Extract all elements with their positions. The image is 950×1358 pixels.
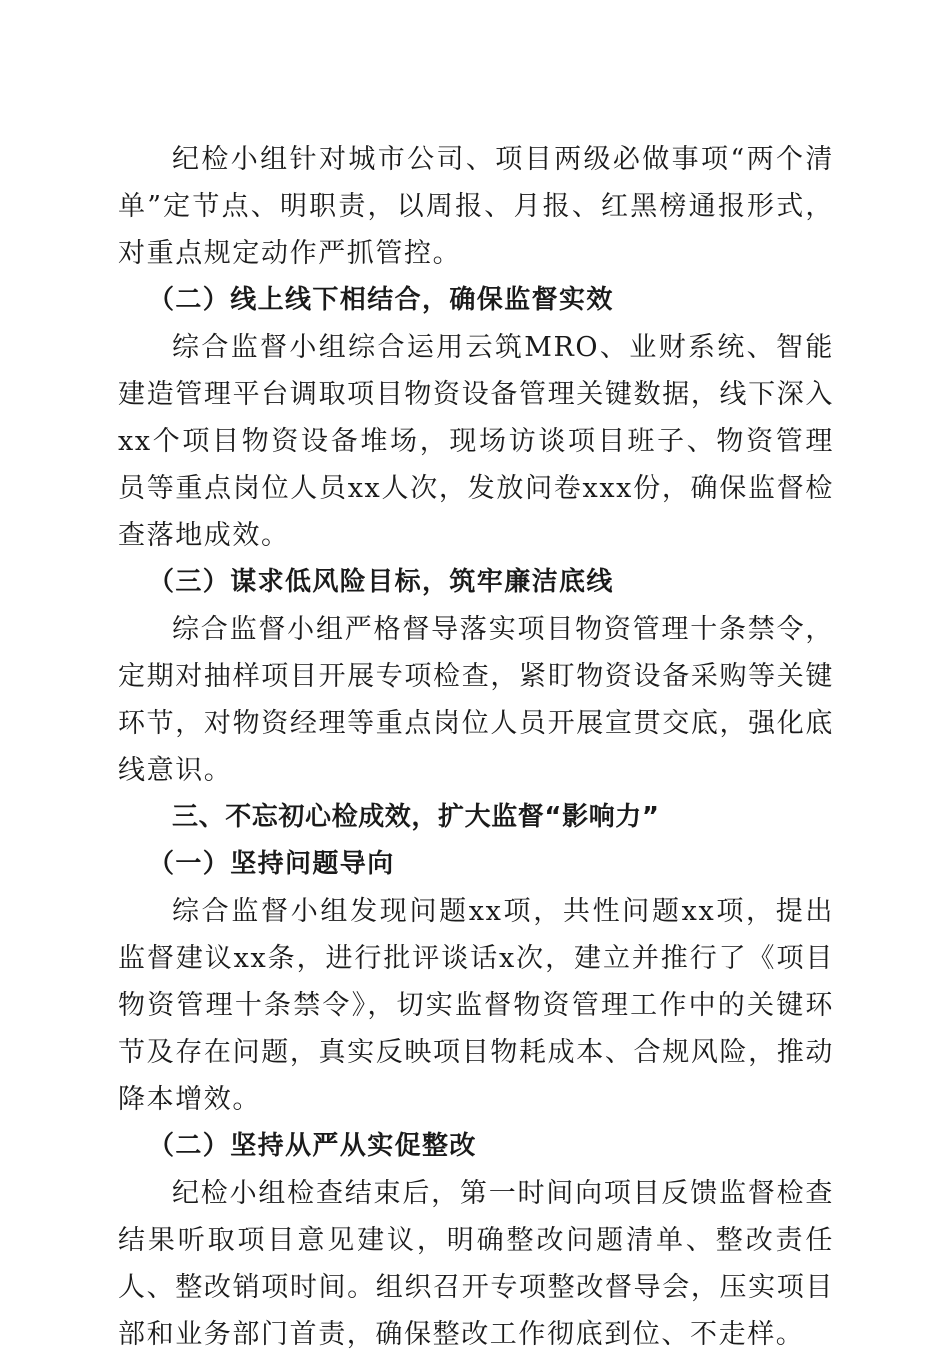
section-heading-3: 三、不忘初心检成效，扩大监督“影响力” [172, 802, 660, 832]
paragraph-checklist-control: 纪检小组针对城市公司、项目两级必做事项“两个清单”定节点、明职责，以周报、月报、红黑榜通报形式，对重点规定动作严抓管控。 [118, 144, 834, 269]
paragraph-data-supervision: 综合监督小组综合运用云筑MRO、业财系统、智能建造管理平台调取项目物资设备管理关键数据，线下深入xx个项目物资设备堆场，现场访谈项目班子、物资管理员等重点岗位人员xx人次，发放问卷xxx份，确保监督检查落地成效。 [118, 332, 834, 551]
document-body [118, 136, 834, 1358]
subheading-online-offline: （二）线上线下相结合，确保监督实效 [148, 285, 614, 315]
subheading-low-risk-goal: （三）谋求低风险目标，筑牢廉洁底线 [148, 567, 614, 597]
subheading-problem-oriented: （一）坚持问题导向 [148, 849, 395, 879]
subheading-strict-rectification: （二）坚持从严从实促整改 [148, 1131, 477, 1161]
paragraph-issues-found: 综合监督小组发现问题xx项，共性问题xx项，提出监督建议xx条，进行批评谈话x次，建立并推行了《项目物资管理十条禁令》，切实监督物资管理工作中的关键环节及存在问题，真实反映项目物耗成本、合规风险，推动降本增效。 [118, 896, 834, 1115]
paragraph-rectification-feedback: 纪检小组检查结束后，第一时间向项目反馈监督检查结果听取项目意见建议，明确整改问题清单、整改责任人、整改销项时间。组织召开专项整改督导会，压实项目部和业务部门首责，确保整改工作彻底到位、不走样。 [118, 1178, 834, 1350]
paragraph-ten-prohibitions: 综合监督小组严格督导落实项目物资管理十条禁令，定期对抽样项目开展专项检查，紧盯物资设备采购等关键环节，对物资经理等重点岗位人员开展宣贯交底，强化底线意识。 [118, 614, 834, 786]
